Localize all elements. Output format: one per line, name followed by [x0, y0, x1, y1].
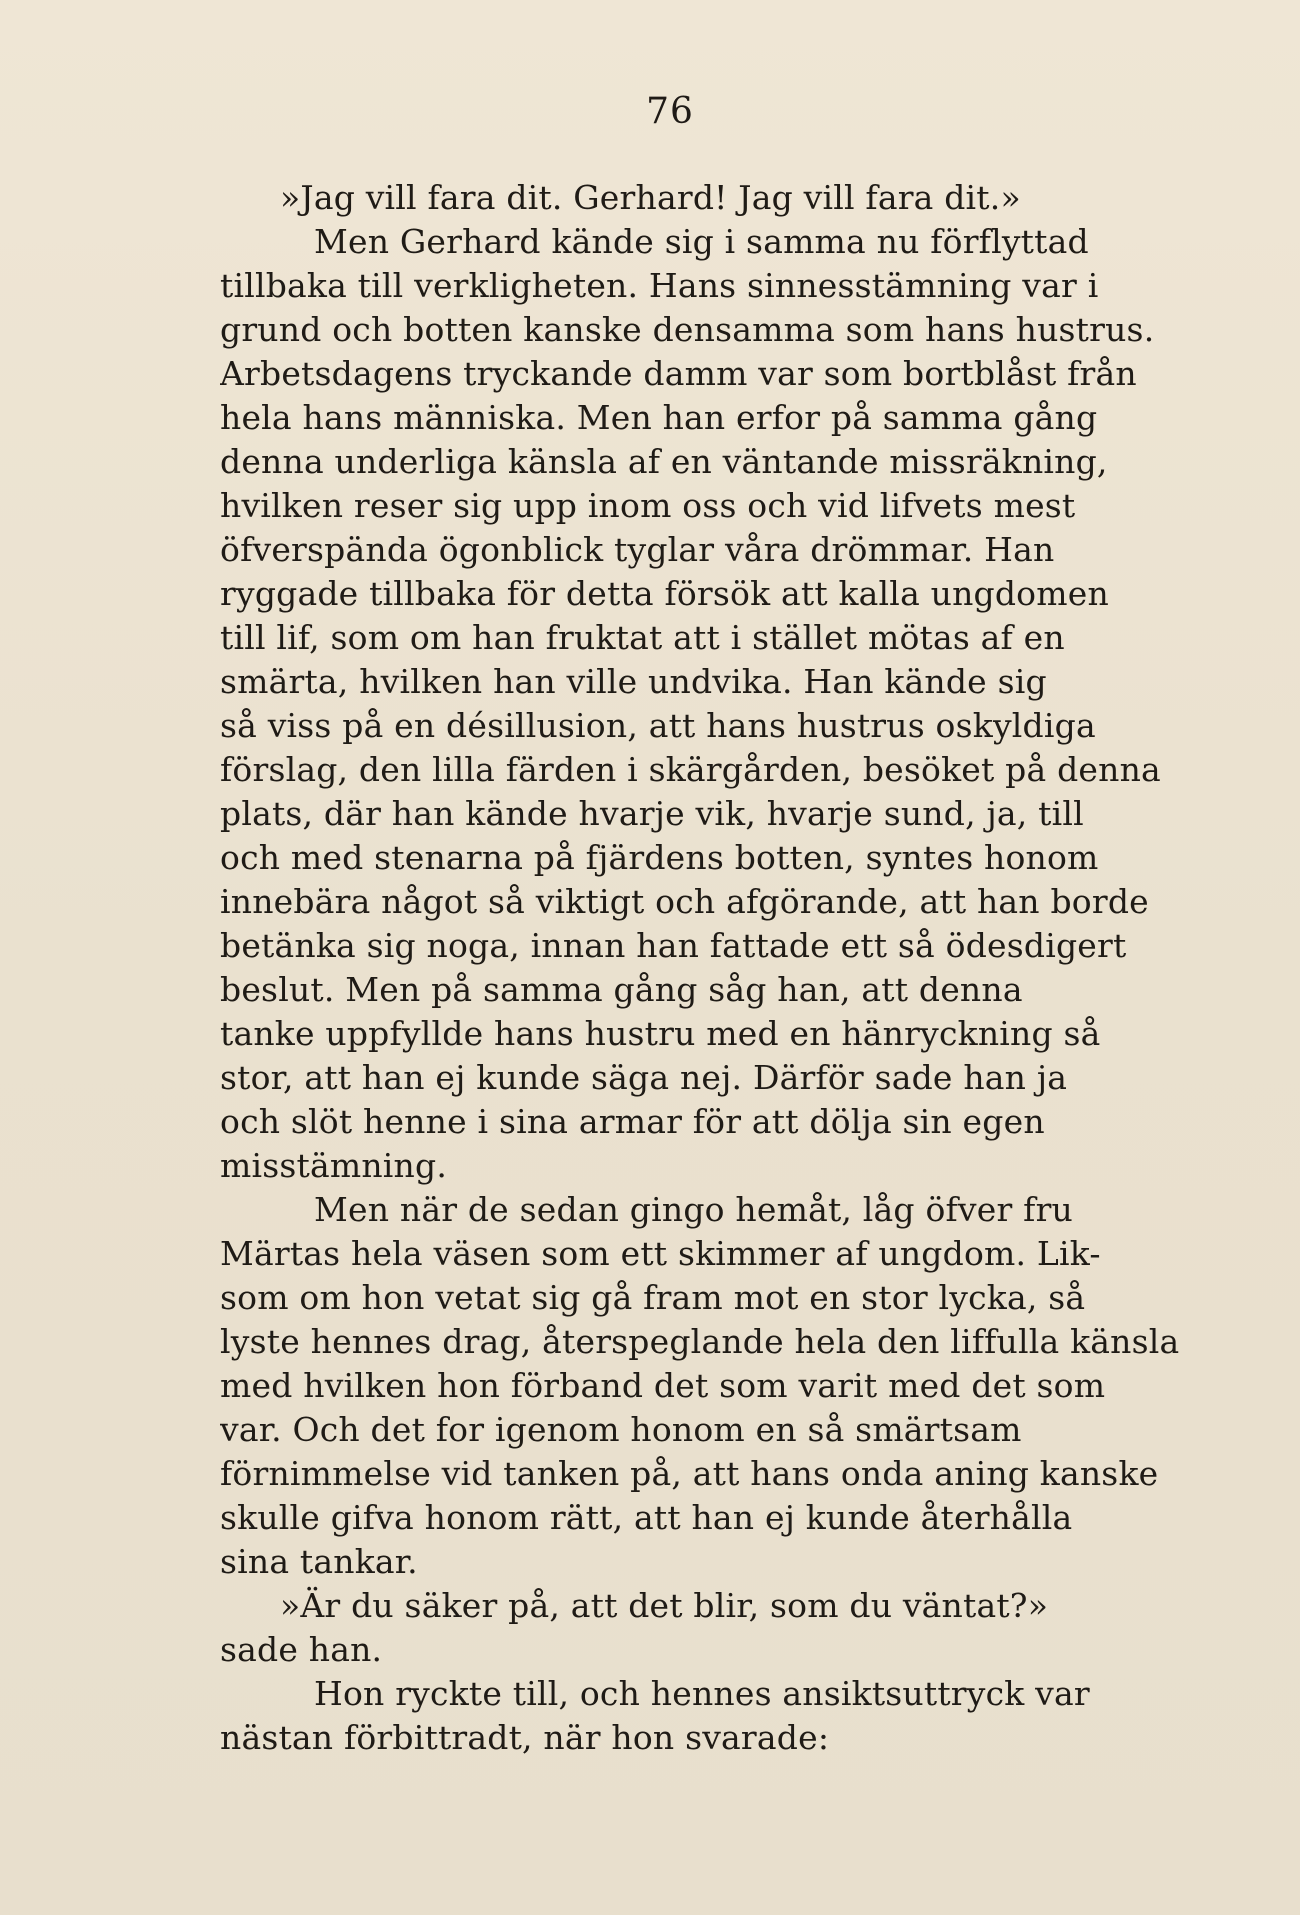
text-line: hvilken reser sig upp inom oss och vid lifvets mest	[220, 486, 1076, 525]
text-line: öfverspända ögonblick tyglar våra drömmar. Han	[220, 530, 1055, 569]
text-line: »Jag vill fara dit. Gerhard! Jag vill fara dit.»	[280, 178, 1021, 217]
text-line: denna underliga känsla af en väntande missräkning,	[220, 442, 1108, 481]
text-line: tillbaka till verkligheten. Hans sinnesstämning var i	[220, 266, 1099, 305]
text-line: förslag, den lilla färden i skärgården, besöket på denna	[220, 750, 1161, 789]
text-line: till lif, som om han fruktat att i stället mötas af en	[220, 618, 1065, 657]
text-line: misstämning.	[220, 1146, 448, 1185]
text-line: så viss på en désillusion, att hans hustrus oskyldiga	[220, 706, 1096, 745]
text-line: sade han.	[220, 1630, 383, 1669]
text-line: tanke uppfyllde hans hustru med en hänryckning så	[220, 1014, 1101, 1053]
text-line: Arbetsdagens tryckande damm var som bortblåst från	[220, 354, 1137, 393]
body-text	[220, 176, 1200, 1760]
text-line: ryggade tillbaka för detta försök att kalla ungdomen	[220, 574, 1109, 613]
text-line: nästan förbittradt, när hon svarade:	[220, 1718, 830, 1757]
text-line: och slöt henne i sina armar för att dölja sin egen	[220, 1102, 1045, 1141]
text-line: beslut. Men på samma gång såg han, att denna	[220, 970, 1023, 1009]
text-line: innebära något så viktigt och afgörande, att han borde	[220, 882, 1149, 921]
text-line: med hvilken hon förband det som varit med det som	[220, 1366, 1106, 1405]
page-number: 76	[646, 91, 694, 132]
text-line: var. Och det for igenom honom en så smärtsam	[220, 1410, 1022, 1449]
text-line: sina tankar.	[220, 1542, 418, 1581]
text-line: Men Gerhard kände sig i samma nu förflyttad	[314, 222, 1089, 261]
text-line: Hon ryckte till, och hennes ansiktsuttryck var	[314, 1674, 1090, 1713]
text-line: som om hon vetat sig gå fram mot en stor lycka, så	[220, 1278, 1086, 1317]
text-line: betänka sig noga, innan han fattade ett så ödesdigert	[220, 926, 1127, 965]
text-line: stor, att han ej kunde säga nej. Därför sade han ja	[220, 1058, 1068, 1097]
text-line: plats, där han kände hvarje vik, hvarje sund, ja, till	[220, 794, 1084, 833]
text-line: skulle gifva honom rätt, att han ej kunde återhålla	[220, 1498, 1073, 1537]
text-line: förnimmelse vid tanken på, att hans onda aning kanske	[220, 1454, 1159, 1493]
text-line: hela hans människa. Men han erfor på samma gång	[220, 398, 1098, 437]
text-line: »Är du säker på, att det blir, som du väntat?»	[280, 1586, 1049, 1625]
text-line: smärta, hvilken han ville undvika. Han kände sig	[220, 662, 1047, 701]
text-line: grund och botten kanske densamma som hans hustrus.	[220, 310, 1155, 349]
text-line: Märtas hela väsen som ett skimmer af ungdom. Lik-	[220, 1234, 1101, 1273]
text-line: Men när de sedan gingo hemåt, låg öfver fru	[314, 1190, 1074, 1229]
text-line: och med stenarna på fjärdens botten, syntes honom	[220, 838, 1099, 877]
text-line: lyste hennes drag, återspeglande hela den liffulla känsla	[220, 1322, 1180, 1361]
